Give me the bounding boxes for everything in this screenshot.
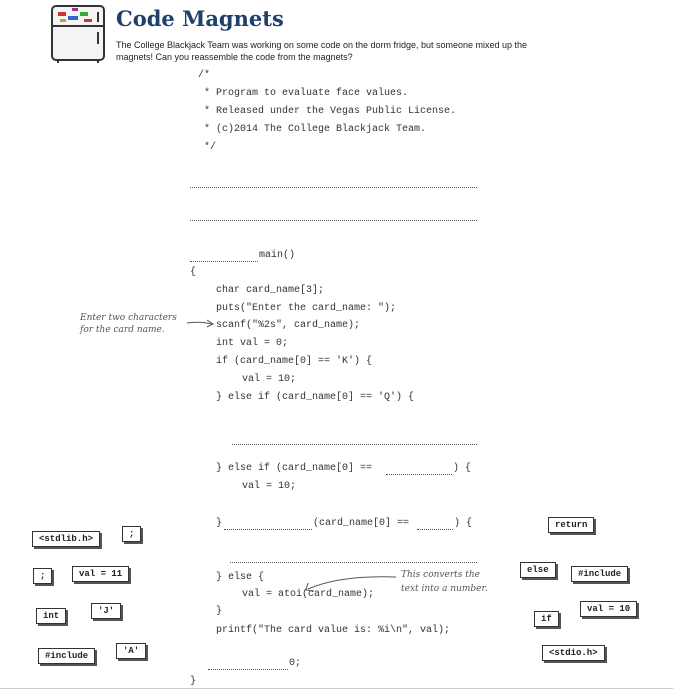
code-line: val = 10; xyxy=(242,374,297,385)
annotation-text-into: text into a number. xyxy=(401,584,488,594)
magnet-include[interactable]: #include xyxy=(38,648,95,664)
code-line: } xyxy=(216,518,223,529)
code-line: printf("The card value is: %i\n", val); xyxy=(216,625,451,636)
code-line: char card_name[3]; xyxy=(216,285,325,296)
code-line: if (card_name[0] == 'K') { xyxy=(216,356,373,367)
magnet-stdio[interactable]: <stdio.h> xyxy=(542,645,605,661)
magnet-semicolon[interactable]: ; xyxy=(33,568,52,584)
arrow-left-icon xyxy=(300,573,400,595)
blank-line xyxy=(230,562,477,563)
magnet-int[interactable]: int xyxy=(36,608,66,624)
magnet-return[interactable]: return xyxy=(548,517,594,533)
annotation-converts: This converts the xyxy=(401,570,480,580)
magnet-j[interactable]: 'J' xyxy=(91,603,121,619)
code-main: main() xyxy=(259,250,296,261)
code-comment-line: * Program to evaluate face values. xyxy=(198,88,409,99)
code-line: int val = 0; xyxy=(216,338,289,349)
magnet-stdlib[interactable]: <stdlib.h> xyxy=(32,531,100,547)
code-line: } else { xyxy=(216,572,265,583)
code-line: val = atoi(card_name); xyxy=(242,589,375,600)
code-line: (card_name[0] == xyxy=(313,518,410,529)
magnet-semicolon[interactable]: ; xyxy=(122,526,141,542)
code-line: } else if (card_name[0] == 'Q') { xyxy=(216,392,415,403)
blank-line xyxy=(190,261,258,262)
code-comment-line: * Released under the Vegas Public License. xyxy=(198,106,457,117)
fridge-icon xyxy=(50,4,108,69)
code-line: val = 10; xyxy=(242,481,297,492)
code-comment-open: /* xyxy=(198,70,211,81)
blank-line xyxy=(208,669,288,670)
divider xyxy=(0,688,673,689)
code-line: scanf("%2s", card_name); xyxy=(216,320,361,331)
magnet-include[interactable]: #include xyxy=(571,566,628,582)
blank-line xyxy=(232,444,477,445)
magnet-else[interactable]: else xyxy=(520,562,556,578)
magnet-a[interactable]: 'A' xyxy=(116,643,146,659)
code-line: ) { xyxy=(453,463,472,474)
code-line: ) { xyxy=(454,518,473,529)
blank-line xyxy=(190,187,477,188)
code-line: } else if (card_name[0] == xyxy=(216,463,373,474)
code-comment-line: * (c)2014 The College Blackjack Team. xyxy=(198,124,427,135)
annotation-enter-two: Enter two characters xyxy=(80,313,177,323)
blank-line xyxy=(386,474,452,475)
intro-text: The College Blackjack Team was working on some code on the dorm fridge, but someone mixed up the magnets! Can you reassemble the code from the magnets? xyxy=(116,40,528,62)
blank-line xyxy=(224,529,312,530)
magnet-val-11[interactable]: val = 11 xyxy=(72,566,129,582)
blank-line xyxy=(417,529,453,530)
annotation-for-card: for the card name. xyxy=(80,325,165,335)
arrow-right-icon xyxy=(186,318,216,330)
code-line: 0; xyxy=(289,658,302,669)
code-comment-close: */ xyxy=(198,142,217,153)
page-title: Code Magnets xyxy=(116,6,284,31)
code-line: } xyxy=(216,606,223,617)
code-brace: { xyxy=(190,267,197,278)
code-line: puts("Enter the card_name: "); xyxy=(216,303,397,314)
blank-line xyxy=(190,220,477,221)
magnet-if[interactable]: if xyxy=(534,611,559,627)
magnet-val-10[interactable]: val = 10 xyxy=(580,601,637,617)
code-brace: } xyxy=(190,676,197,687)
